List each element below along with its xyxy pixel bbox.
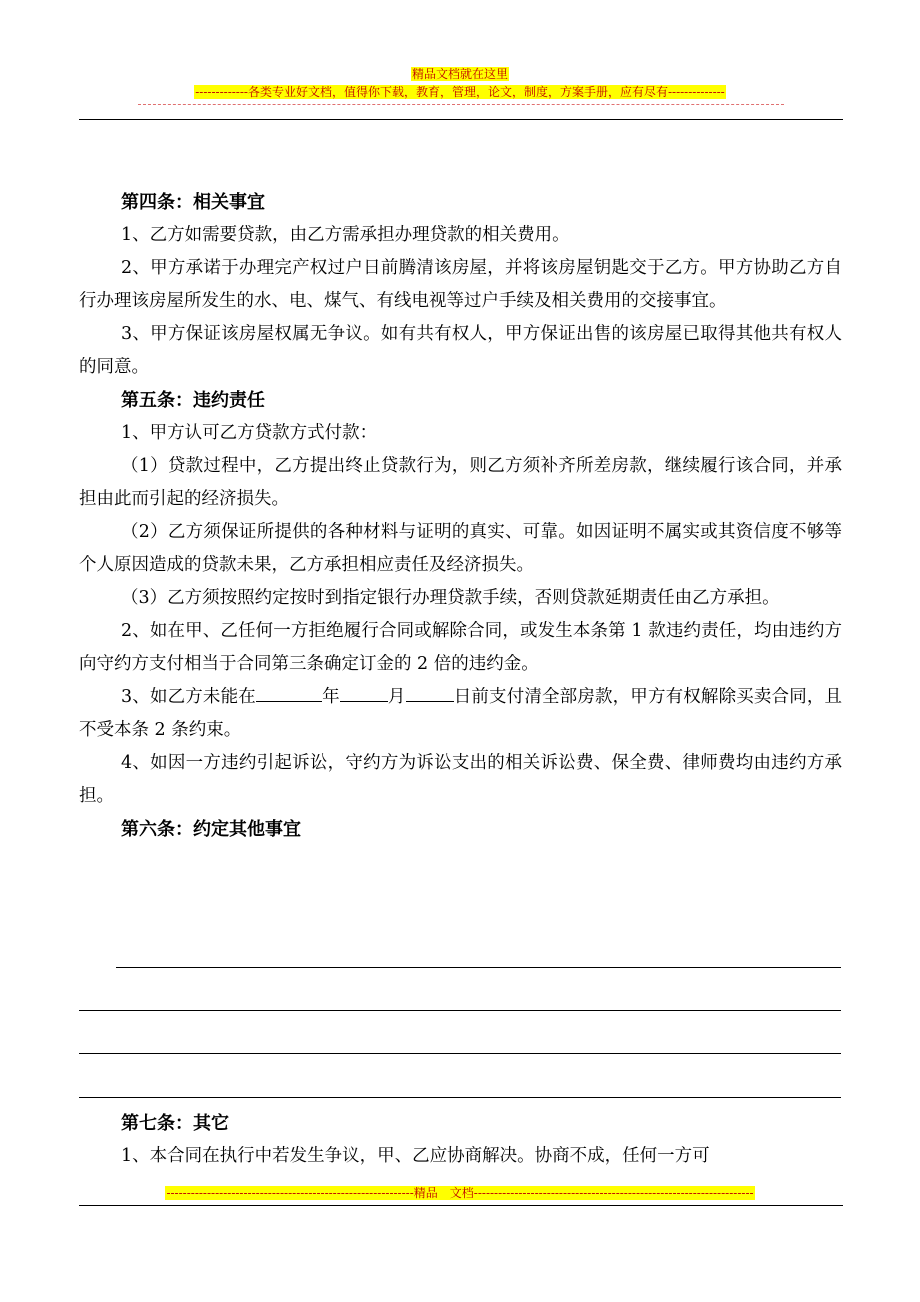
article-4-clause-2: 2、甲方承诺于办理完产权过户日前腾清该房屋，并将该房屋钥匙交于乙方。甲方协助乙方自行办理该房屋所发生的水、电、煤气、有线电视等过户手续及相关费用的交接事宜。 <box>79 258 842 311</box>
article-4-clause-3: 3、甲方保证该房屋权属无争议。如有共有权人，甲方保证出售的该房屋已取得其他共有权人的同意。 <box>79 324 842 377</box>
article-6-heading: 第六条：约定其他事宜 <box>121 819 301 840</box>
article-6-blank-line-2 <box>79 1010 841 1011</box>
article-5-clause-2: 2、如在甲、乙任何一方拒绝履行合同或解除合同，或发生本条第 1 款违约责任，均由违约方向守约方支付相当于合同第三条确定订金的 2 倍的违约金。 <box>79 621 842 674</box>
article-4-heading: 第四条：相关事宜 <box>121 192 265 213</box>
article-5-clause-1-item-1: （1）贷款过程中，乙方提出终止贷款行为，则乙方须补齐所差房款，继续履行该合同，并承担由此而引起的经济损失。 <box>79 456 842 509</box>
article-5-clause-1-item-2: （2）乙方须保证所提供的各种材料与证明的真实、可靠。如因证明不属实或其资信度不够等个人原因造成的贷款未果，乙方承担相应责任及经济损失。 <box>79 522 842 575</box>
clause-3-tail: 日前支付清全部房款，甲方有权解除买卖合同，且不受本条 2 条约束。 <box>79 687 843 740</box>
article-7-clause-1: 1、本合同在执行中若发生争议，甲、乙应协商解决。协商不成，任何一方可 <box>121 1146 710 1166</box>
month-label: 月 <box>387 687 406 707</box>
article-5-clause-1: 1、甲方认可乙方贷款方式付款： <box>121 423 378 443</box>
article-5-clause-3 <box>79 681 842 747</box>
article-7-heading: 第七条：其它 <box>121 1113 229 1134</box>
document-body-continued <box>79 1107 842 1173</box>
article-5-clause-1-item-3: （3）乙方须按照约定按时到指定银行办理贷款手续，否则贷款延期责任由乙方承担。 <box>121 588 780 608</box>
article-4-clause-1: 1、乙方如需要贷款，由乙方需承担办理贷款的相关费用。 <box>121 225 570 245</box>
year-blank <box>256 681 322 702</box>
clause-3-lead: 3、如乙方未能在 <box>121 687 256 707</box>
document-body <box>79 186 842 846</box>
article-5-clause-4: 4、如因一方违约引起诉讼，守约方为诉讼支出的相关诉讼费、保全费、律师费均由违约方承担。 <box>79 753 842 806</box>
article-6-blank-line-1 <box>116 967 841 968</box>
header-title: 精品文档就在这里 <box>411 67 508 81</box>
article-6-blank-line-4 <box>79 1097 841 1098</box>
footer-rule <box>79 1205 843 1206</box>
article-6-blank-line-3 <box>79 1053 841 1054</box>
day-blank <box>406 681 454 702</box>
header-dashed-divider <box>138 104 784 105</box>
header-subtitle: -------------各类专业好文档，值得你下载，教育，管理，论文，制度，方案手册，应有尽有-------------- <box>195 85 725 99</box>
month-blank <box>340 681 388 702</box>
header-rule <box>79 119 843 120</box>
article-5-heading: 第五条：违约责任 <box>121 390 265 411</box>
year-label: 年 <box>321 687 340 707</box>
footer-note: -------------------------------------------------------------精品 文档--------------------------------------------------------------------- <box>166 1186 754 1200</box>
